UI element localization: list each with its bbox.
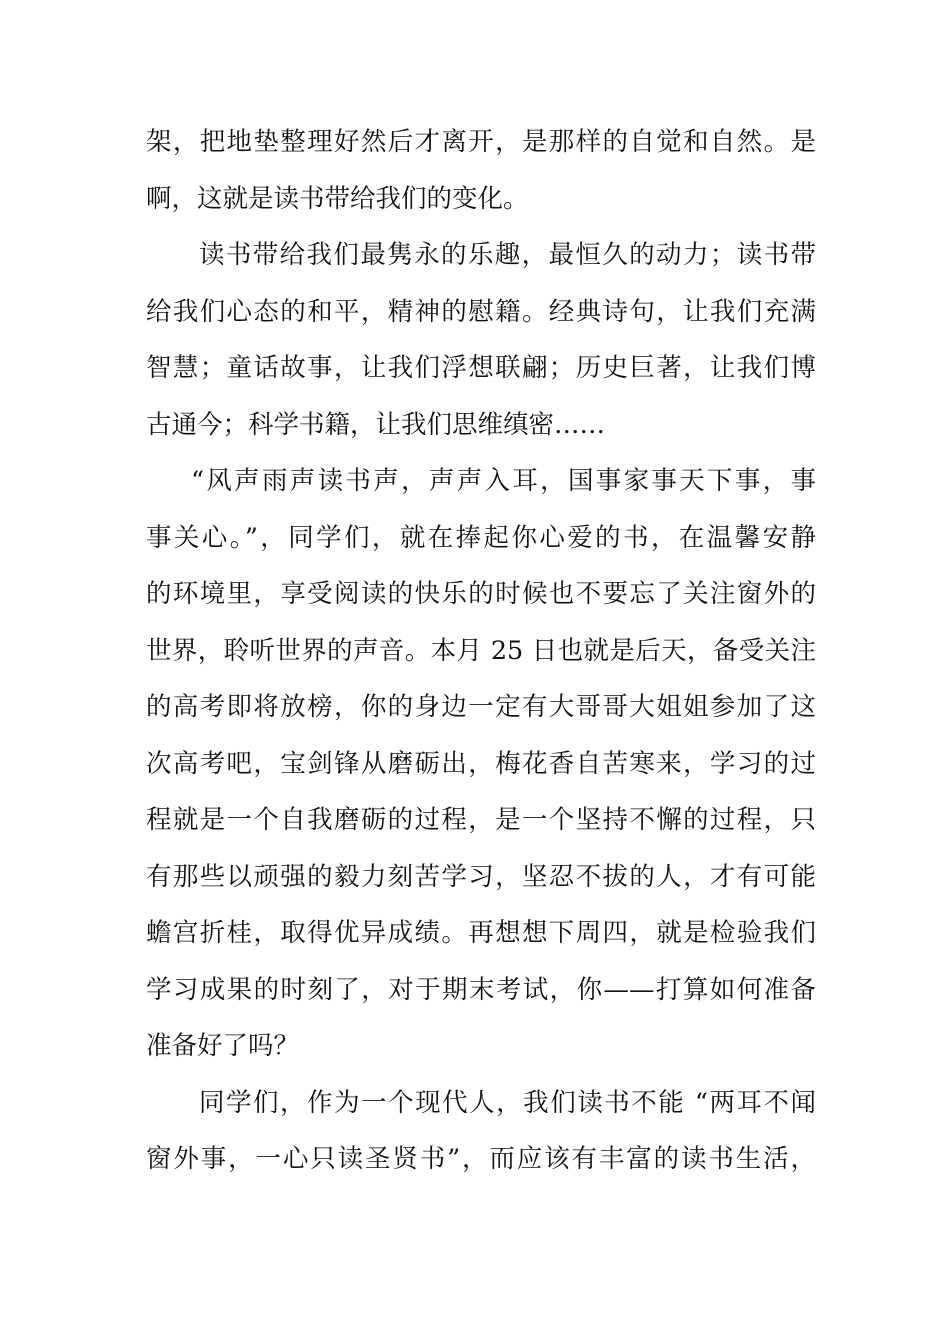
text-line: 次高考吧，宝剑锋从磨砺出，梅花香自苦寒来，学习的过: [146, 748, 816, 779]
text-line: 世界，聆听世界的声音。本月 25 日也就是后天，备受关注: [146, 635, 816, 666]
text-line: 准备好了吗？: [146, 1031, 300, 1061]
body-text: [146, 114, 816, 1188]
text-line: 有那些以顽强的毅力刻苦学习，坚忍不拔的人，才有可能: [146, 861, 816, 892]
text-line: 事关心。”，同学们，就在捧起你心爱的书，在温馨安静: [146, 522, 816, 553]
text-line: 窗外事，一心只读圣贤书”，而应该有丰富的读书生活，: [146, 1144, 816, 1174]
text-line: 智慧；童话故事，让我们浮想联翩；历史巨著，让我们博: [146, 353, 816, 383]
text-line: 给我们心态的和平，精神的慰籍。经典诗句，让我们充满: [146, 296, 816, 327]
paragraph-start-line: “风声雨声读书声，声声入耳，国事家事天下事，事: [191, 466, 816, 496]
text-line: 的环境里，享受阅读的快乐的时候也不要忘了关注窗外的: [146, 579, 816, 609]
paragraph-start-line: 读书带给我们最隽永的乐趣，最恒久的动力；读书带: [199, 240, 816, 270]
text-line: 蟾宫折桂，取得优异成绩。再想想下周四，就是检验我们: [146, 918, 816, 948]
text-line: 的高考即将放榜，你的身边一定有大哥哥大姐姐参加了这: [146, 692, 816, 722]
paragraph-start-line: 同学们，作为一个现代人，我们读书不能 “两耳不闻: [199, 1087, 816, 1118]
text-line: 程就是一个自我磨砺的过程，是一个坚持不懈的过程，只: [146, 805, 816, 835]
text-line: 学习成果的时刻了，对于期末考试，你——打算如何准备: [146, 974, 816, 1005]
text-line: 啊，这就是读书带给我们的变化。: [146, 183, 529, 214]
text-line: 架，把地垫整理好然后才离开，是那样的自觉和自然。是: [146, 127, 816, 157]
text-line: 古通今；科学书籍，让我们思维缜密……: [146, 409, 606, 440]
